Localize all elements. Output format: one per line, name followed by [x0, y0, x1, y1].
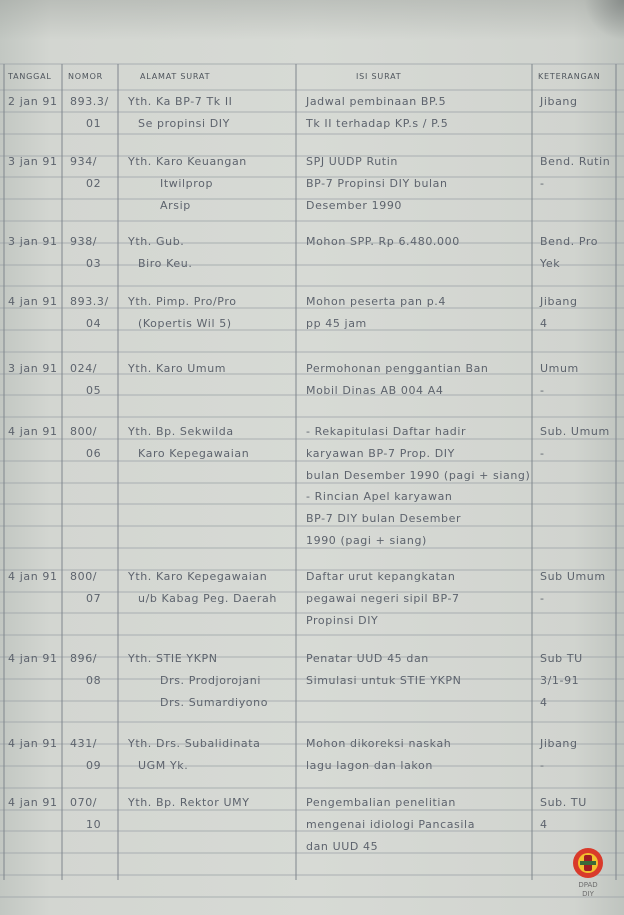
entry-keterangan: 4: [540, 818, 548, 831]
entry-nomor: 08: [86, 674, 102, 687]
svg-text:DIY: DIY: [582, 890, 594, 898]
entry-alamat: Karo Kepegawaian: [138, 447, 250, 460]
entry-keterangan: -: [540, 447, 545, 460]
entry-date: 3 jan 91: [8, 362, 58, 375]
entry-keterangan: Bend. Rutin: [540, 155, 611, 168]
entry-isi: Desember 1990: [306, 199, 403, 212]
entry-isi: BP-7 Propinsi DIY bulan: [306, 177, 448, 190]
entry-keterangan: -: [540, 177, 545, 190]
entry-keterangan: 4: [540, 317, 548, 330]
entry-date: 4 jan 91: [8, 796, 58, 809]
entry-date: 4 jan 91: [8, 737, 58, 750]
entry-date: 4 jan 91: [8, 652, 58, 665]
entry-isi: Mohon SPP. Rp 6.480.000: [306, 235, 460, 248]
entry-alamat: Yth. Drs. Subalidinata: [128, 737, 261, 750]
entry-keterangan: Sub Umum: [540, 570, 606, 583]
entry-nomor: 896/: [70, 652, 98, 665]
entry-alamat: (Kopertis Wil 5): [138, 317, 232, 330]
entry-nomor: 04: [86, 317, 102, 330]
entry-nomor: 800/: [70, 570, 98, 583]
entry-isi: karyawan BP-7 Prop. DIY: [306, 447, 455, 460]
entry-keterangan: Yek: [540, 257, 561, 270]
header-isi-surat: ISI SURAT: [356, 72, 402, 81]
entry-nomor: 09: [86, 759, 102, 772]
entry-isi: Daftar urut kepangkatan: [306, 570, 456, 583]
entry-nomor: 800/: [70, 425, 98, 438]
entry-isi: Propinsi DIY: [306, 614, 379, 627]
entry-alamat: Yth. Ka BP-7 Tk II: [128, 95, 233, 108]
entry-keterangan: Jibang: [540, 95, 578, 108]
entry-keterangan: -: [540, 592, 545, 605]
entry-nomor: 024/: [70, 362, 98, 375]
entry-isi: Tk II terhadap KP.s / P.5: [306, 117, 449, 130]
entry-nomor: 070/: [70, 796, 98, 809]
entry-nomor: 938/: [70, 235, 98, 248]
entry-nomor: 06: [86, 447, 102, 460]
entry-keterangan: 4: [540, 696, 548, 709]
entry-isi: dan UUD 45: [306, 840, 379, 853]
entry-isi: Simulasi untuk STIE YKPN: [306, 674, 462, 687]
entry-alamat: Yth. STIE YKPN: [128, 652, 218, 665]
entry-alamat: Itwilprop: [160, 177, 214, 190]
header-nomor: NOMOR: [68, 72, 104, 81]
entry-alamat: UGM Yk.: [138, 759, 189, 772]
entry-nomor: 431/: [70, 737, 98, 750]
dpad-diy-logo: [570, 845, 606, 901]
entry-date: 4 jan 91: [8, 295, 58, 308]
entry-isi: 1990 (pagi + siang): [306, 534, 427, 547]
entry-keterangan: Sub. Umum: [540, 425, 610, 438]
entry-keterangan: Sub. TU: [540, 796, 587, 809]
entry-alamat: Drs. Sumardiyono: [160, 696, 269, 709]
entry-isi: SPJ UUDP Rutin: [306, 155, 398, 168]
entry-alamat: Biro Keu.: [138, 257, 193, 270]
entry-nomor: 01: [86, 117, 102, 130]
entry-alamat: Yth. Pimp. Pro/Pro: [128, 295, 237, 308]
entry-alamat: Yth. Bp. Rektor UMY: [128, 796, 250, 809]
entry-isi: Jadwal pembinaan BP.5: [306, 95, 447, 108]
entry-alamat: Yth. Karo Kepegawaian: [128, 570, 268, 583]
entry-nomor: 07: [86, 592, 102, 605]
entry-date: 4 jan 91: [8, 425, 58, 438]
header-tanggal: TANGGAL: [8, 72, 52, 81]
entry-isi: pp 45 jam: [306, 317, 367, 330]
entry-keterangan: Umum: [540, 362, 579, 375]
entry-keterangan: Jibang: [540, 295, 578, 308]
entry-keterangan: Bend. Pro: [540, 235, 599, 248]
entry-isi: Mohon peserta pan p.4: [306, 295, 446, 308]
entry-isi: BP-7 DIY bulan Desember: [306, 512, 462, 525]
entry-nomor: 03: [86, 257, 102, 270]
entry-keterangan: Jibang: [540, 737, 578, 750]
entry-date: 3 jan 91: [8, 155, 58, 168]
entry-alamat: Yth. Karo Keuangan: [128, 155, 247, 168]
entry-alamat: Yth. Gub.: [128, 235, 185, 248]
svg-text:DPAD: DPAD: [578, 881, 598, 889]
entry-nomor: 02: [86, 177, 102, 190]
entry-isi: bulan Desember 1990 (pagi + siang): [306, 469, 531, 482]
entry-alamat: Yth. Bp. Sekwilda: [128, 425, 234, 438]
entry-isi: lagu lagon dan lakon: [306, 759, 433, 772]
entry-nomor: 893.3/: [70, 95, 109, 108]
entry-alamat: Arsip: [160, 199, 191, 212]
entry-nomor: 934/: [70, 155, 98, 168]
entry-isi: Permohonan penggantian Ban: [306, 362, 489, 375]
entry-isi: pegawai negeri sipil BP-7: [306, 592, 460, 605]
entry-alamat: Drs. Prodjorojani: [160, 674, 261, 687]
entry-alamat: u/b Kabag Peg. Daerah: [138, 592, 277, 605]
entry-isi: mengenai idiologi Pancasila: [306, 818, 476, 831]
entry-isi: - Rekapitulasi Daftar hadir: [306, 425, 467, 438]
entry-isi: Mobil Dinas AB 004 A4: [306, 384, 444, 397]
header-alamat-surat: ALAMAT SURAT: [140, 72, 211, 81]
entry-alamat: Se propinsi DIY: [138, 117, 230, 130]
entry-keterangan: Sub TU: [540, 652, 583, 665]
entry-date: 4 jan 91: [8, 570, 58, 583]
entry-isi: Mohon dikoreksi naskah: [306, 737, 452, 750]
entry-nomor: 893.3/: [70, 295, 109, 308]
entry-keterangan: -: [540, 759, 545, 772]
entry-date: 2 jan 91: [8, 95, 58, 108]
header-keterangan: KETERANGAN: [538, 72, 601, 81]
entry-isi: - Rincian Apel karyawan: [306, 490, 453, 503]
entry-keterangan: 3/1-91: [540, 674, 580, 687]
entry-isi: Pengembalian penelitian: [306, 796, 456, 809]
entry-nomor: 10: [86, 818, 102, 831]
entry-keterangan: -: [540, 384, 545, 397]
entry-alamat: Yth. Karo Umum: [128, 362, 227, 375]
entry-isi: Penatar UUD 45 dan: [306, 652, 429, 665]
entry-nomor: 05: [86, 384, 102, 397]
entry-date: 3 jan 91: [8, 235, 58, 248]
